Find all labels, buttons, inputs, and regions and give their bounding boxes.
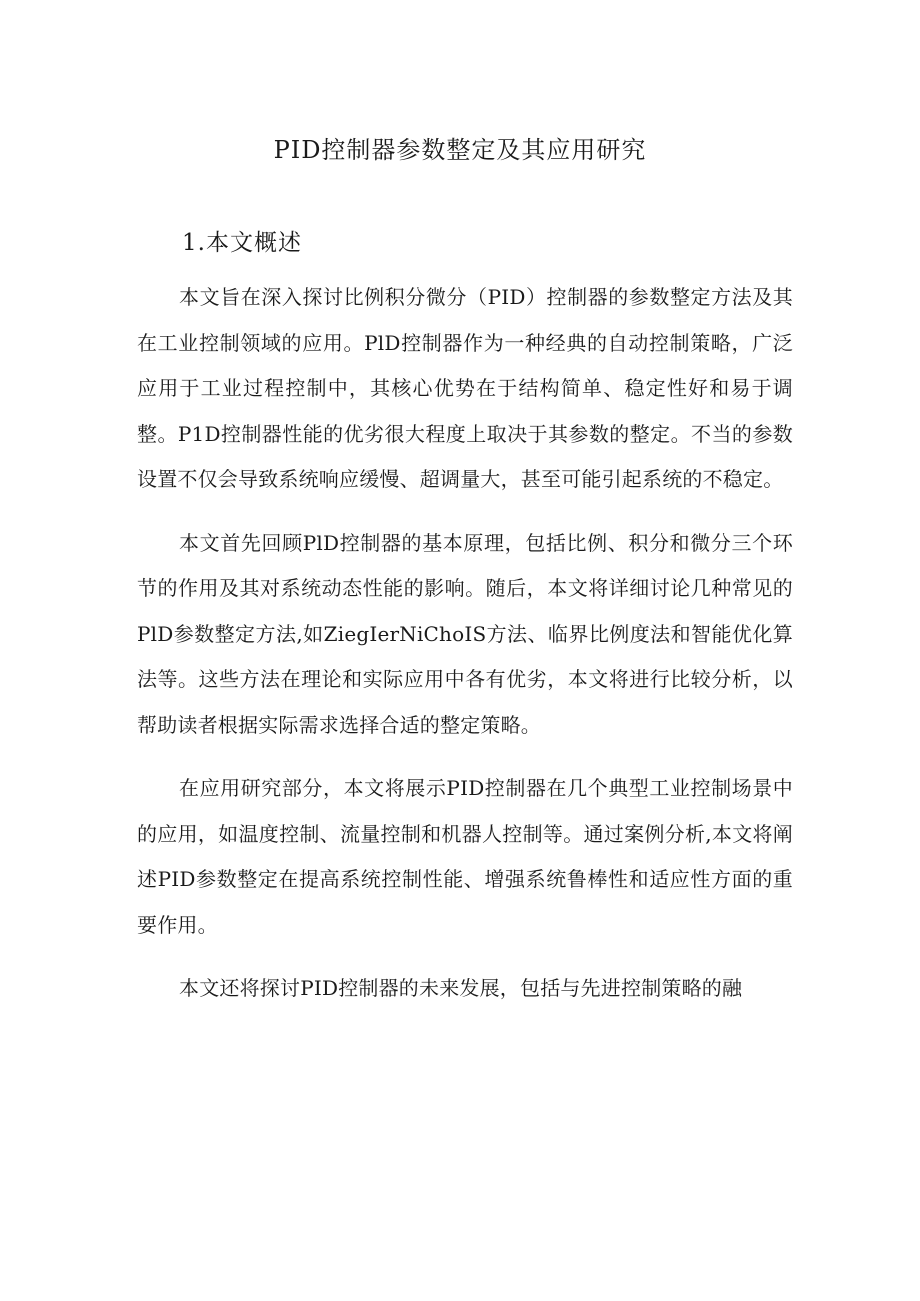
paragraph-4: 本文还将探讨PID控制器的未来发展，包括与先进控制策略的融 [179,976,743,1000]
paragraph-3: 在应用研究部分，本文将展示PID控制器在几个典型工业控制场景中的应用，如温度控制、流量控制和机器人控制等。通过案例分析,本文将阐述PID参数整定在提高系统控制性能、增强系统鲁棒性和适应性方面的重要作用。 [137,776,793,937]
document-title: PID控制器参数整定及其应用研究 [273,136,647,164]
paragraph-2: 本文首先回顾PlD控制器的基本原理，包括比例、积分和微分三个环节的作用及其对系统动态性能的影响。随后，本文将详细讨论几种常见的PlD参数整定方法,如ZiegIerNiChoIS方法、临界比例度法和智能优化算法等。这些方法在理论和实际应用中各有优劣，本文将进行比较分析，以帮助读者根据实际需求选择合适的整定策略。 [137,530,793,737]
body-text [137,275,793,1030]
paragraph-1: 本文旨在深入探讨比例积分微分（PID）控制器的参数整定方法及其在工业控制领域的应用。PlD控制器作为一种经典的自动控制策略，广泛应用于工业过程控制中，其核心优势在于结构简单、稳定性好和易于调整。P1D控制器性能的优劣很大程度上取决于其参数的整定。不当的参数设置不仅会导致系统响应缓慢、超调量大，甚至可能引起系统的不稳定。 [137,285,793,491]
section-heading: 1.本文概述 [182,230,302,256]
